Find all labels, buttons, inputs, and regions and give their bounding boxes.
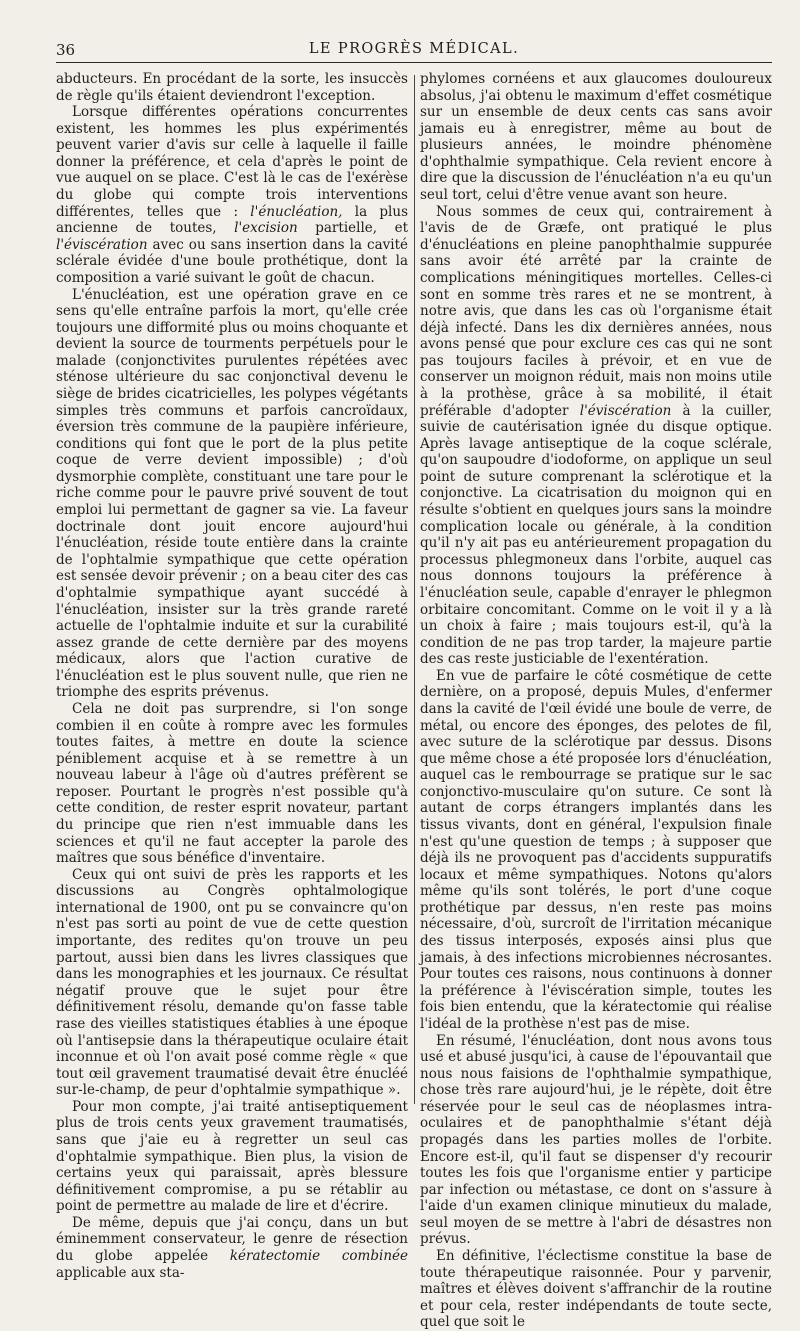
paragraph: Lorsque différentes opérations concurrentes existent, les hommes les plus expérimentés peuvent varier d'avis sur celle à laquelle il faille donner la préférence, et cela d'après le point de vue auquel on se place. C'est là le cas de l'exérèse du globe qui compte trois interventions différentes, telles que : l'énucléation, la plus ancienne de toutes, l'excision partielle, et l'éviscération avec ou sans insertion dans la cavité sclérale évidée d'une boule prothétique, dont la composition a varié suivant le goût de chacun.: [56, 104, 408, 286]
paragraph: Ceux qui ont suivi de près les rapports et les discussions au Congrès ophtalmologique international de 1900, ont pu se convaincre qu'on n'est pas sorti au point de vue de cette question importante, des redites qu'on trouve un peu partout, aussi bien dans les livres classiques que dans les monographies et les journaux. Ce résultat négatif prouve que le sujet pour être définitivement résolu, demande qu'on fasse table rase des vieilles statistiques établies à une époque où l'antisepsie dans la thérapeutique oculaire était inconnue et où l'on avait posé comme règle « que tout œil gravement traumatisé devait être énucléé sur-le-champ, de peur d'ophtalmie sympathique ».: [56, 866, 408, 1099]
page-number: 36: [56, 41, 76, 59]
paragraph: Nous sommes de ceux qui, contrairement à l'avis de de Græfe, ont pratiqué le plus d'énucléations en pleine panophthalmie suppurée sans avoir été arrêté par la crainte de complications méningitiques mortelles. Celles-ci sont en somme très rares et ne se montrent, à notre avis, que dans les cas où l'organisme était déjà infecté. Dans les dix dernières années, nous avons pensé que pour exclure ces cas qui ne sont pas toujours faciles à prévoir, et en vue de conserver un moignon réduit, mais non moins utile à la prothèse, grâce à sa mobilité, il était préférable d'adopter l'éviscération à la cuiller, suivie de cautérisation ignée du disque optique. Après lavage antiseptique de la coque sclérale, qu'on saupoudre d'iodoforme, on applique un seul point de suture comprenant la sclérotique et la conjonctive. La cicatrisation du moignon qui en résulte s'obtient en quelques jours sans la moindre complication locale ou générale, à la condition qu'il n'y ait pas eu antérieurement propagation du processus phlegmoneux dans l'orbite, auquel cas nous donnons toujours la préférence à l'énucléation seule, capable d'enrayer le phlegmon orbitaire concomitant. Comme on le voit il y a là un choix à faire ; mais toujours est-il, qu'à la condition de ne pas trop tarder, la majeure partie des cas reste justiciable de l'exentération.: [420, 203, 772, 668]
emphasis: kératectomie combinée: [229, 1248, 408, 1265]
paragraph: L'énucléation, est une opération grave en ce sens qu'elle entraîne parfois la mort, qu'elle crée toujours une difformité plus ou moins choquante et devient la source de tourments perpétuels pour le malade (conjonctivites purulentes répétées avec sténose ultérieure du sac conjonctival devenu le siège de brides cicatricielles, les polypes végétants simples très communs et parfois cancroïdaux, éversion très commune de la paupière inférieure, conditions qui font que le port de la plus petite coque de verre devient impossible) ; d'où dysmorphie complète, constituant une tare pour le riche comme pour le pauvre privé souvent de tout emploi lui permettant de gagner sa vie. La faveur doctrinale dont jouit encore aujourd'hui l'énucléation, réside toute entière dans la crainte de l'ophtalmie sympathique que cette opération est sensée devoir prévenir ; on a beau citer des cas d'ophtalmie sympathique ayant succédé à l'énucléation, insister sur la très grande rareté actuelle de l'ophtalmie induite et sur la curabilité assez grande de cette dernière par des moyens médicaux, alors que l'action curative de l'énucléation est le plus souvent nulle, que rien ne triomphe des esprits prévenus.: [56, 286, 408, 701]
paragraph: En résumé, l'énucléation, dont nous avons tous usé et abusé jusqu'ici, à cause de l'épouvantail que nous nous faisions de l'ophthalmie sympathique, chose très rare aujourd'hui, je le répète, doit être réservée pour le seul cas de néoplasmes intra-oculaires et de panophthalmie s'étant déjà propagés dans les parties molles de l'orbite. Encore est-il, qu'il faut se dispenser d'y recourir toutes les fois que l'organisme entier y participe par infection ou métastase, ce dont on s'assure à l'aide d'un examen clinique minutieux du malade, seul moyen de se mettre à l'abri de désastres non prévus.: [420, 1032, 772, 1248]
running-title: LE PROGRÈS MÉDICAL.: [308, 41, 520, 57]
emphasis: l'éviscération: [579, 402, 672, 419]
paragraph: Pour mon compte, j'ai traité antiseptiquement plus de trois cents yeux gravement traumatisés, sans que j'aie eu à regretter un seul cas d'ophtalmie sympathique. Bien plus, la vision de certains yeux qui paraissait, après blessure définitivement compromise, a pu se rétablir au point de permettre au malade de lire et d'écrire.: [56, 1098, 408, 1215]
emphasis: l'énucléation,: [250, 203, 343, 220]
right-column: [420, 71, 772, 1331]
paragraph: phylomes cornéens et aux glaucomes douloureux absolus, j'ai obtenu le maximum d'effet cosmétique sur un ensemble de deux cents cas sans avoir jamais eu à enregistrer, même au bout de plusieurs années, le moindre phénomène d'ophthalmie sympathique. Cela revient encore à dire que la discussion de l'énucléation n'a eu qu'un seul tort, celui d'être venue avant son heure.: [420, 71, 772, 204]
paragraph: De même, depuis que j'ai conçu, dans un but éminemment conservateur, le genre de résection du globe appelée kératectomie combinée applicable aux sta-: [56, 1214, 408, 1281]
paragraph: abducteurs. En procédant de la sorte, les insuccès de règle qu'ils étaient deviendront l'exception.: [56, 71, 408, 104]
page-header: [56, 40, 772, 63]
emphasis: l'éviscération: [56, 236, 148, 253]
paragraph: Cela ne doit pas surprendre, si l'on songe combien il en coûte à rompre avec les formules toutes faites, à mettre en doute la science péniblement acquise et à se remettre à un nouveau labeur à l'âge où d'autres préfèrent se reposer. Pourtant le progrès n'est possible qu'à cette condition, de rester esprit novateur, partant du principe que rien n'est immuable dans les sciences et qu'il ne faut accepter la parole des maîtres que sous bénéfice d'inventaire.: [56, 700, 408, 867]
column-divider: [414, 75, 415, 1104]
text-columns: [56, 71, 772, 1331]
emphasis: l'excision: [234, 220, 298, 237]
paragraph: En vue de parfaire le côté cosmétique de cette dernière, on a proposé, depuis Mules, d'enfermer dans la cavité de l'œil évidé une boule de verre, de métal, ou encore des éponges, des pelotes de fil, avec suture de la sclérotique par dessus. Disons que même chose a été proposée lors d'énucléation, auquel cas le rembourrage se pratique sur le sac conjonctivo-musculaire qu'on suture. Ce sont là autant de corps étrangers implantés dans les tissus vivants, dont en général, l'expulsion finale n'est qu'une question de temps ; à supposer que déjà ils ne provoquent pas d'accidents suppuratifs locaux et même sympathiques. Notons qu'alors même qu'ils sont tolérés, le port d'une coque prothétique par dessus, n'en reste pas moins nécessaire, d'où, surcroît de l'irritation mécanique des tissus interposés, exposés ainsi plus que jamais, à des infections microbiennes nécrosantes. Pour toutes ces raisons, nous continuons à donner la préférence à l'éviscération simple, toutes les fois bien entendu, que la kératectomie qui réalise l'idéal de la prothèse n'est pas de mise.: [420, 667, 772, 1032]
left-column: [56, 71, 408, 1281]
paragraph: En définitive, l'éclectisme constitue la base de toute thérapeutique raisonnée. Pour y parvenir, maîtres et élèves doivent s'affranchir de la routine et pour cela, rester indépendants de toute secte, quel que soit le: [420, 1248, 772, 1331]
